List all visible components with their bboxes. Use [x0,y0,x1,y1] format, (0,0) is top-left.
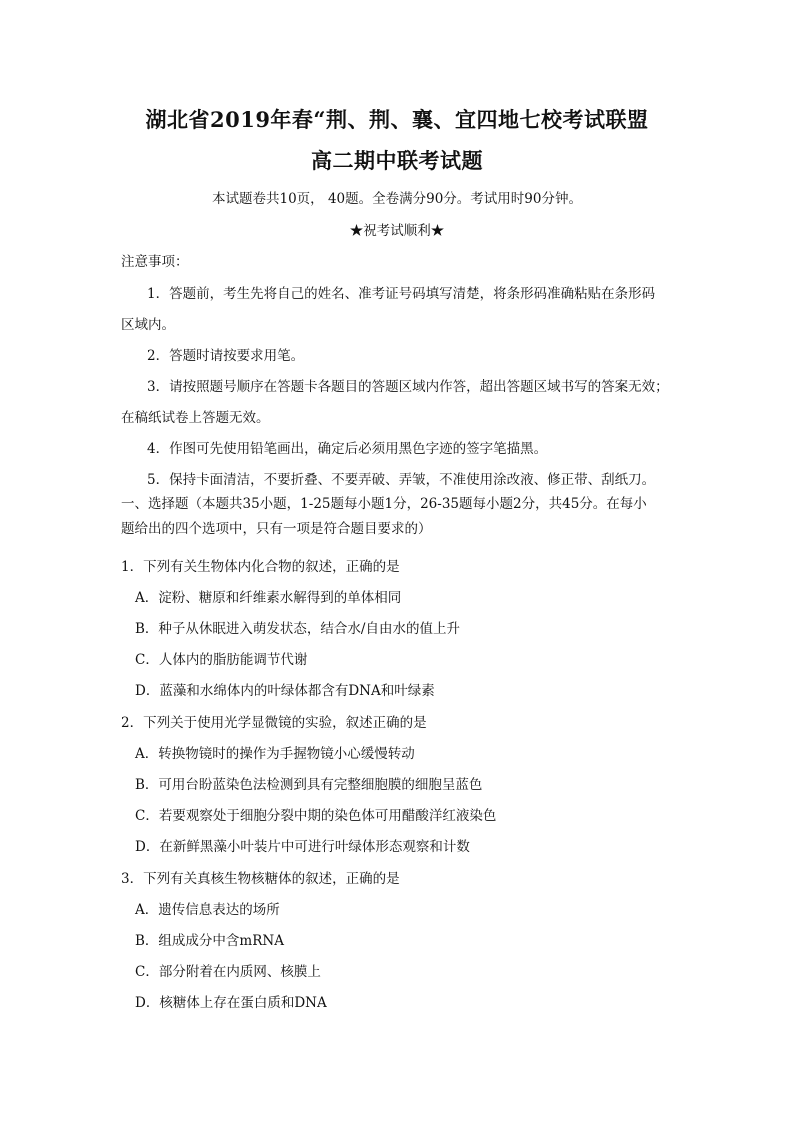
question-option: C．若要观察处于细胞分裂中期的染色体可用醋酸洋红液染色 [135,808,497,824]
question-option: D．核糖体上存在蛋白质和DNA [135,995,327,1011]
question-stem: 2．下列关于使用光学显微镜的实验，叙述正确的是 [121,715,427,731]
exam-title-line2: 高二期中联考试题 [311,148,483,173]
question-option: B．组成成分中含mRNA [135,933,284,949]
question-option: A．淀粉、糖原和纤维素水解得到的单体相同 [135,590,402,606]
question-option: B．可用台盼蓝染色法检测到具有完整细胞膜的细胞呈蓝色 [135,777,483,793]
question-option: C．人体内的脂肪能调节代谢 [135,652,308,668]
exam-title-line1: 湖北省2019年春“荆、荆、襄、宜四地七校考试联盟 [145,107,649,132]
question-option: A．遗传信息表达的场所 [135,902,280,918]
question-stem: 3．下列有关真核生物核糖体的叙述，正确的是 [121,871,400,887]
note-item: 5．保持卡面清洁，不要折叠、不要弄破、弄皱，不准使用涂改液、修正带、刮纸刀。 [147,472,656,488]
note-item: 3．请按照题号顺序在答题卡各题目的答题区域内作答，超出答题区域书写的答案无效； [147,379,669,395]
note-item: 4．作图可先使用铅笔画出，确定后必须用黑色字迹的签字笔描黑。 [147,441,548,457]
question-option: D．在新鲜黑藻小叶装片中可进行叶绿体形态观察和计数 [135,839,470,855]
question-stem: 1．下列有关生物体内化合物的叙述，正确的是 [121,559,400,575]
note-item: 2．答题时请按要求用笔。 [147,348,305,364]
note-item-continuation: 在稿纸试卷上答题无效。 [121,410,270,426]
note-item-continuation: 区域内。 [121,317,175,333]
good-luck-banner: ★祝考试顺利★ [349,223,445,239]
note-item: 1．答题前，考生先将自己的姓名、准考证号码填写清楚，将条形码准确粘贴在条形码 [147,286,656,302]
notes-label: 注意事项： [121,254,189,270]
section-heading: 一、选择题（本题共35小题，1-25题每小题1分，26-35题每小题2分，共45分。在每小 [121,496,647,512]
section-heading-continuation: 题给出的四个选项中，只有一项是符合题目要求的） [121,521,432,537]
exam-info: 本试题卷共10页， 40题。全卷满分90分。考试用时90分钟。 [211,191,582,207]
question-option: C．部分附着在内质网、核膜上 [135,964,321,980]
question-option: D．蓝藻和水绵体内的叶绿体都含有DNA和叶绿素 [135,683,435,699]
question-option: B．种子从休眠进入萌发状态，结合水/自由水的值上升 [135,621,460,637]
question-option: A．转换物镜时的操作为手握物镜小心缓慢转动 [135,746,415,762]
